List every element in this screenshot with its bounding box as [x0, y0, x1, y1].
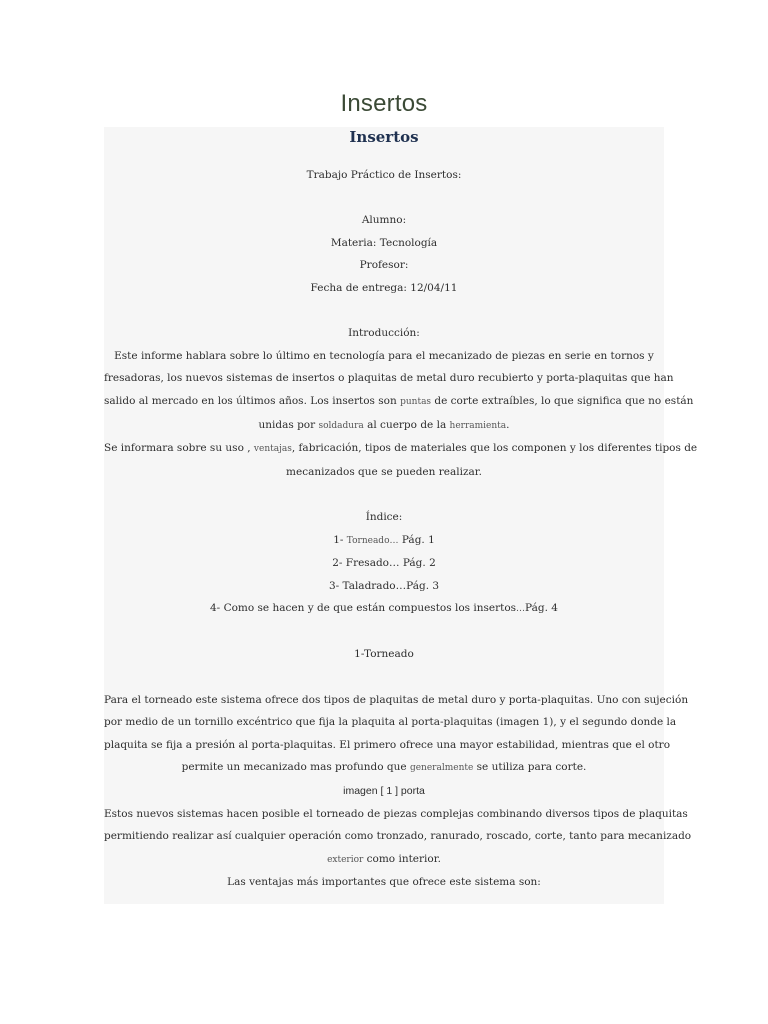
torneado-paragraph-line: permite un mecanizado mas profundo que generalmente se utiliza para corte. — [181, 761, 587, 774]
torneado-paragraph-line: plaquita se fija a presión al porta-plaquitas. El primero ofrece una mayor estabilidad, mientras que el otro — [104, 738, 671, 751]
torneado-paragraph-line: Estos nuevos sistemas hacen posible el torneado de piezas complejas combinando diversos tipos de plaquitas — [104, 807, 688, 820]
index-item: 3- Taladrado…Pág. 3 — [328, 579, 440, 592]
intro-line: unidas por soldadura al cuerpo de la herramienta. — [258, 418, 510, 431]
index-item: 4- Como se hacen y de que están compuestos los insertos…Pág. 4 — [210, 602, 558, 615]
torneado-paragraph-line: por medio de un tornillo excéntrico que fija la plaquita al porta-plaquitas (imagen 1), y el segundo donde la — [104, 716, 677, 729]
section-heading-torneado: 1-Torneado — [354, 648, 414, 661]
intro-heading: Introducción: — [348, 327, 420, 340]
torneado-paragraph-line: Las ventajas más importantes que ofrece este sistema son: — [227, 876, 541, 889]
intro-line: mecanizados que se pueden realizar. — [286, 465, 482, 478]
intro-line: salido al mercado en los últimos años. Los insertos son puntas de corte extraíbles, lo que significa que no están — [104, 394, 694, 407]
meta-profesor: Profesor: — [359, 259, 409, 272]
torneado-paragraph-line: exterior como interior. — [327, 852, 441, 865]
torneado-paragraph-line: Para el torneado este sistema ofrece dos tipos de plaquitas de metal duro y porta-plaquitas. Uno con sujeción — [104, 693, 689, 706]
torneado-paragraph-line: permitiendo realizar así cualquier operación como tronzado, ranurado, roscado, corte, tanto para mecanizado — [104, 830, 692, 843]
intro-line: Se informara sobre su uso , ventajas, fabricación, tipos de materiales que los componen y los diferentes tipos de — [104, 442, 698, 455]
document-title: Insertos — [349, 128, 419, 146]
index-item: 2- Fresado… Pág. 2 — [332, 557, 436, 570]
meta-alumno: Alumno: — [361, 214, 407, 227]
image-caption: imagen [ 1 ] porta — [343, 785, 425, 798]
meta-fecha: Fecha de entrega: 12/04/11 — [310, 281, 458, 294]
document-subtitle: Trabajo Práctico de Insertos: — [306, 169, 462, 181]
intro-line: fresadoras, los nuevos sistemas de insertos o plaquitas de metal duro recubierto y porta-plaquitas que han — [104, 372, 674, 385]
page-title: Insertos — [340, 90, 428, 117]
meta-materia: Materia: Tecnología — [330, 236, 438, 249]
index-item: 1- Torneado… Pág. 1 — [333, 533, 435, 546]
index-heading: Índice: — [365, 510, 403, 523]
document-body — [104, 127, 698, 904]
intro-line: Este informe hablara sobre lo último en tecnología para el mecanizado de piezas en serie en tornos y — [114, 349, 654, 362]
